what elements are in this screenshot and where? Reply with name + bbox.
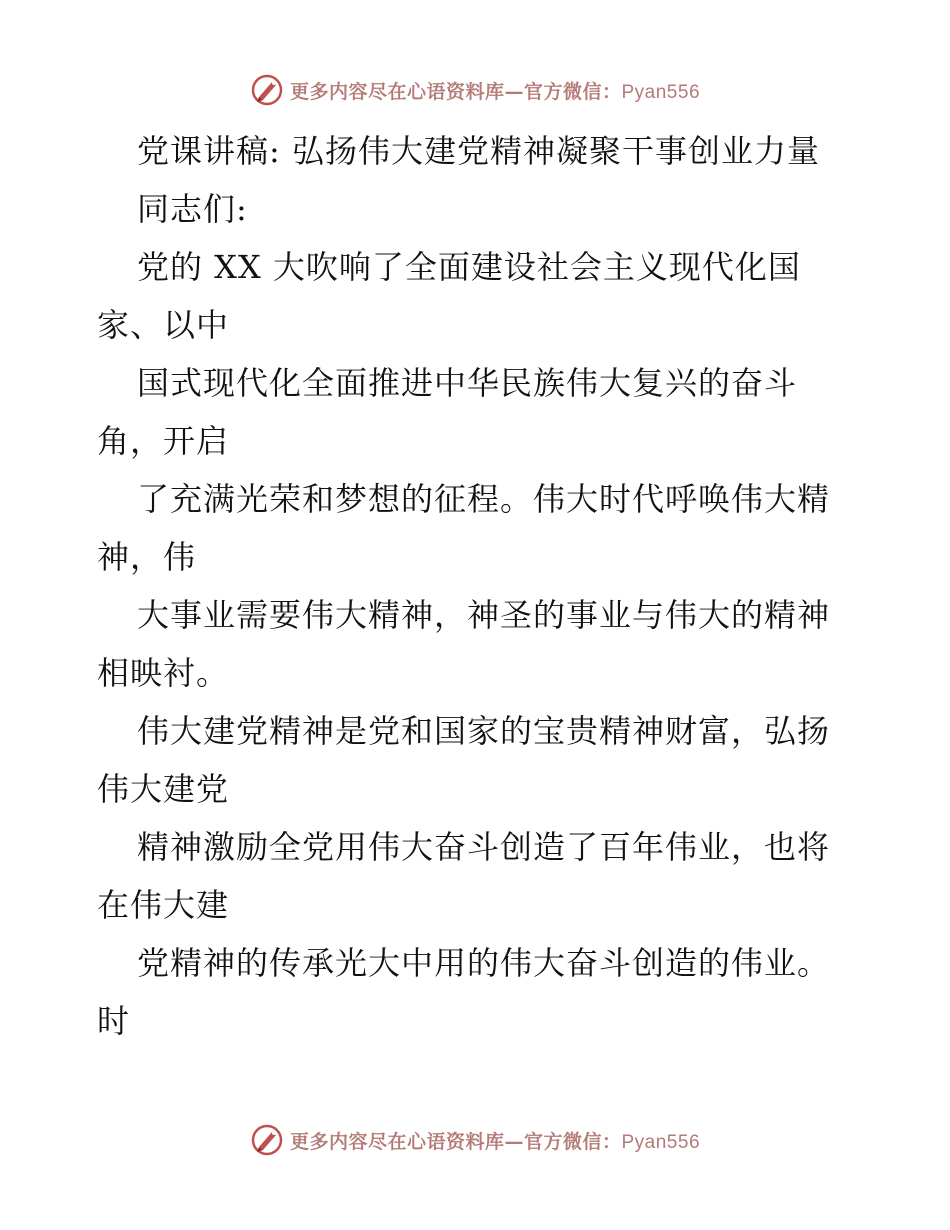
paragraph-line: 国式现代化全面推进中华民族伟大复兴的奋斗 — [137, 364, 798, 402]
paragraph-line: 在伟大建 — [97, 886, 230, 924]
paragraph-line: 角，开启 — [97, 422, 230, 460]
paragraph-line: 大事业需要伟大精神，神圣的事业与伟大的精神 — [137, 596, 831, 634]
paragraph-line: 相映衬。 — [97, 654, 230, 692]
paragraph-line: 党精神的传承光大中用的伟大奋斗创造的伟业。 — [137, 944, 831, 982]
paragraph-line: 同志们: — [137, 190, 248, 228]
pen-logo-icon — [250, 1123, 284, 1157]
paragraph-line: 伟大建党精神是党和国家的宝贵精神财富，弘扬 — [137, 712, 831, 750]
paragraph-line: 神，伟 — [97, 538, 197, 576]
header-watermark — [0, 70, 950, 110]
watermark-text: 更多内容尽在心语资料库—官方微信：Pyan556 — [289, 80, 701, 103]
watermark-text: 更多内容尽在心语资料库—官方微信：Pyan556 — [289, 1130, 701, 1153]
paragraph-line: 精神激励全党用伟大奋斗创造了百年伟业，也将 — [137, 828, 831, 866]
document-title: 党课讲稿: 弘扬伟大建党精神凝聚干事创业力量 — [137, 132, 820, 170]
pen-logo-icon — [250, 73, 284, 107]
paragraph-line: 家、以中 — [97, 306, 230, 344]
footer-watermark — [0, 1120, 950, 1160]
paragraph-line: 了充满光荣和梦想的征程。伟大时代呼唤伟大精 — [137, 480, 831, 518]
paragraph-line: 伟大建党 — [97, 770, 230, 808]
document-body — [97, 122, 857, 1050]
paragraph-line: 党的 XX 大吹响了全面建设社会主义现代化国 — [137, 248, 801, 286]
paragraph-line: 时 — [97, 1002, 131, 1040]
